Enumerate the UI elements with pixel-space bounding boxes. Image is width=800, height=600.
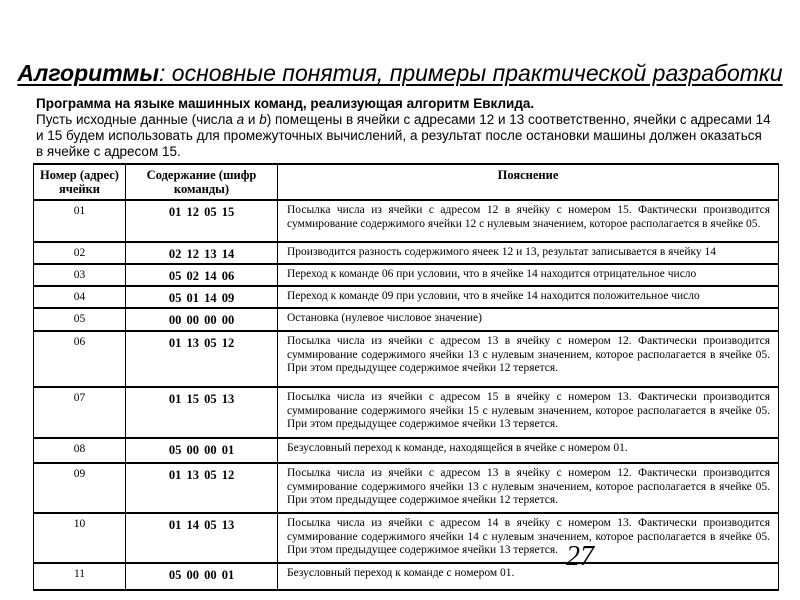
intro-paragraph (36, 96, 771, 160)
cell-address: 08 (34, 438, 126, 463)
cell-note: Переход к команде 09 при условии, что в ячейке 14 находится положительное число (278, 286, 779, 308)
cell-address: 11 (34, 563, 126, 590)
intro-body-post: ) помещены в ячейки с адресами 12 и 13 соответственно, ячейки с адресами 14 и 15 будем использовать для промежуточных вычислений, а результат после остановки машины должен оказаться в ячейке с адресом 15. (36, 112, 771, 159)
cell-code: 05 02 14 06 (126, 264, 278, 286)
cell-note: Производится разность содержимого ячеек 12 и 13, результат записывается в ячейку 14 (278, 242, 779, 264)
table-header-row (34, 164, 779, 200)
intro-heading: Программа на языке машинных команд, реализующая алгоритм Евклида. (36, 96, 535, 111)
column-header-note: Пояснение (278, 164, 779, 200)
cell-code: 00 00 00 00 (126, 308, 278, 331)
cell-note: Посылка числа из ячейки с адресом 13 в ячейку с номером 12. Фактически производится суммирование содержимого ячейки 13 с нулевым значением, которое располагается в ячейке 05. При этом предыдущее содержимое ячейки 12 теряется. (278, 331, 779, 387)
cell-address: 01 (34, 200, 126, 242)
column-header-address: Номер (адрес) ячейки (34, 164, 126, 200)
cell-address: 09 (34, 463, 126, 513)
cell-note: Посылка числа из ячейки с адресом 12 в ячейку с номером 15. Фактически производится суммирование содержимого ячейки 12 с нулевым значением, которое располагается в ячейке 05. (278, 200, 779, 242)
cell-note: Посылка числа из ячейки с адресом 14 в ячейку с номером 13. Фактически производится суммирование содержимого ячейки 14 с нулевым значением, которое располагается в ячейке 05. При этом предыдущее содержимое ячейки 13 теряется. (278, 513, 779, 563)
cell-code: 01 13 05 12 (126, 331, 278, 387)
intro-var-b: b (259, 112, 267, 127)
cell-address: 05 (34, 308, 126, 331)
cell-code: 01 14 05 13 (126, 513, 278, 563)
cell-address: 10 (34, 513, 126, 563)
cell-address: 06 (34, 331, 126, 387)
page-title-text (17, 60, 782, 86)
cell-code: 01 13 05 12 (126, 463, 278, 513)
cell-address: 02 (34, 242, 126, 264)
table-row (34, 331, 779, 387)
page-title-rest: : основные понятия, примеры практической разработки (159, 60, 783, 86)
cell-address: 03 (34, 264, 126, 286)
page-title-emphasis: Алгоритмы (17, 60, 159, 86)
table-row (34, 264, 779, 286)
table-row (34, 563, 779, 590)
table-row (34, 200, 779, 242)
table-row (34, 513, 779, 563)
cell-code: 05 01 14 09 (126, 286, 278, 308)
cell-code: 05 00 00 01 (126, 563, 278, 590)
cell-note: Безусловный переход к команде, находящейся в ячейке с номером 01. (278, 438, 779, 463)
page-number: 27 (566, 541, 594, 572)
table-body (34, 200, 779, 590)
intro-body-conj: и (244, 112, 260, 127)
cell-note: Переход к команде 06 при условии, что в ячейке 14 находится отрицательное число (278, 264, 779, 286)
machine-program-table (33, 163, 779, 591)
cell-code: 01 15 05 13 (126, 387, 278, 438)
cell-address: 04 (34, 286, 126, 308)
intro-body-pre: Пусть исходные данные (числа (36, 112, 237, 127)
cell-note: Остановка (нулевое числовое значение) (278, 308, 779, 331)
column-header-code: Содержание (шифр команды) (126, 164, 278, 200)
table-row (34, 286, 779, 308)
table-row (34, 438, 779, 463)
table-row (34, 308, 779, 331)
table-header (34, 164, 779, 200)
cell-note: Безусловный переход к команде с номером 01. (278, 563, 779, 590)
cell-code: 02 12 13 14 (126, 242, 278, 264)
cell-note: Посылка числа из ячейки с адресом 13 в ячейку с номером 12. Фактически производится суммирование содержимого ячейки 13 с нулевым значением, которое располагается в ячейке 05. При этом предыдущее содержимое ячейки 12 теряется. (278, 463, 779, 513)
cell-address: 07 (34, 387, 126, 438)
page-title (0, 58, 800, 88)
cell-code: 05 00 00 01 (126, 438, 278, 463)
cell-code: 01 12 05 15 (126, 200, 278, 242)
intro-var-a: a (236, 112, 245, 127)
table-row (34, 387, 779, 438)
table-row (34, 242, 779, 264)
cell-note: Посылка числа из ячейки с адресом 15 в ячейку с номером 13. Фактически производится суммирование содержимого ячейки 15 с нулевым значением, которое располагается в ячейке 05. При этом предыдущее содержимое ячейки 13 теряется. (278, 387, 779, 438)
table-row (34, 463, 779, 513)
